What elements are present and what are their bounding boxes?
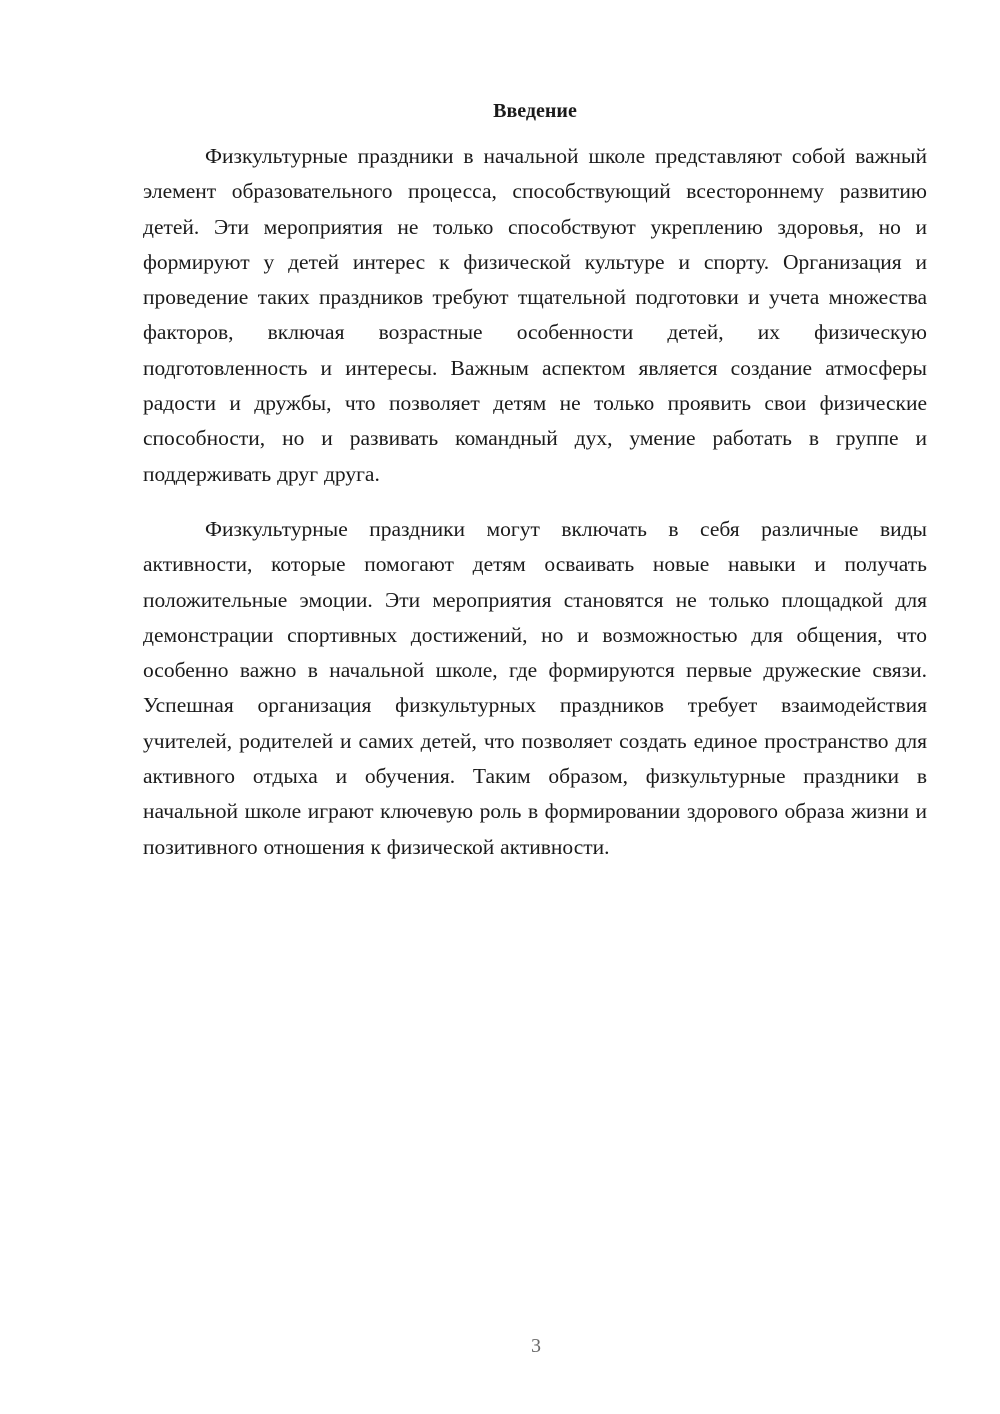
section-title: Введение <box>493 100 577 122</box>
paragraph-1: Физкультурные праздники в начальной школе представляют собой важный элемент образовательного процесса, способствующий всестороннему развитию детей. Эти мероприятия не только способствуют укреплению здоровья, но и формируют у детей интерес к физической культуре и спорту. Организация и проведение таких праздников требуют тщательной подготовки и учета множества факторов, включая возрастные особенности детей, их физическую подготовленность и интересы. Важным аспектом является создание атмосферы радости и дружбы, что позволяет детям не только проявить свои физические способности, но и развивать командный дух, умение работать в группе и поддерживать друг друга. <box>143 144 927 486</box>
page-number: 3 <box>531 1335 541 1357</box>
page-content <box>143 96 927 865</box>
paragraph-2: Физкультурные праздники могут включать в себя различные виды активности, которые помогают детям осваивать новые навыки и получать положительные эмоции. Эти мероприятия становятся не только площадкой для демонстрации спортивных достижений, но и возможностью для общения, что особенно важно в начальной школе, где формируются первые дружеские связи. Успешная организация физкультурных праздников требует взаимодействия учителей, родителей и самих детей, что позволяет создать единое пространство для активного отдыха и обучения. Таким образом, физкультурные праздники в начальной школе играют ключевую роль в формировании здорового образа жизни и позитивного отношения к физической активности. <box>143 516 927 859</box>
